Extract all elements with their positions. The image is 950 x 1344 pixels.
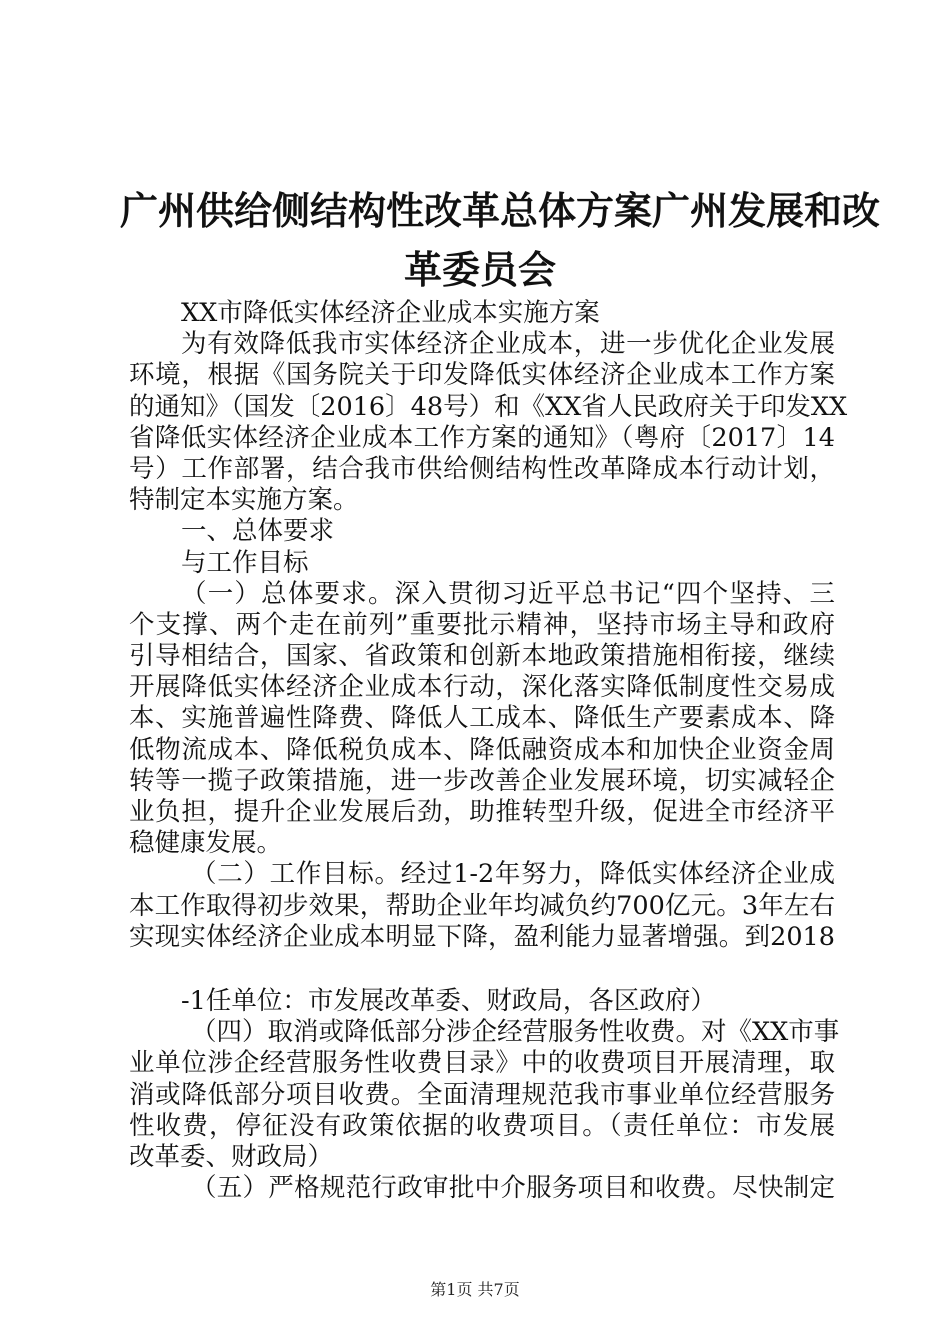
paragraph-line: 改革委、财政局） — [129, 1141, 334, 1172]
document-title-line-2: 革委员会 — [403, 248, 556, 292]
paragraph-line: （一）总体要求。深入贯彻习近平总书记“四个坚持、三 — [181, 578, 835, 609]
paragraph-line: 环境，根据《国务院关于印发降低实体经济企业成本工作方案 — [129, 360, 835, 391]
section-heading: 与工作目标 — [181, 547, 309, 578]
paragraph-line: 业单位涉企经营服务性收费目录》中的收费项目开展清理，取 — [129, 1048, 835, 1079]
subtitle-line: XX市降低实体经济企业成本实施方案 — [181, 298, 600, 328]
paragraph-line: 转等一揽子政策措施，进一步改善企业发展环境，切实减轻企 — [129, 765, 835, 796]
paragraph-line: 个支撑、两个走在前列”重要批示精神，坚持市场主导和政府 — [129, 609, 835, 640]
paragraph-line: 引导相结合，国家、省政策和创新本地政策措施相衔接，继续 — [129, 641, 835, 672]
paragraph-line: 稳健康发展。 — [129, 828, 283, 859]
paragraph-line: 业负担，提升企业发展后劲，助推转型升级，促进全市经济平 — [129, 797, 835, 827]
paragraph-line: 号）工作部署，结合我市供给侧结构性改革降成本行动计划， — [129, 453, 835, 484]
section-heading: 一、总体要求 — [181, 516, 335, 547]
page-number-footer: 第1页 共7页 — [430, 1280, 520, 1299]
document-title-line-1: 广州供给侧结构性改革总体方案广州发展和改 — [120, 189, 881, 233]
document-body — [129, 298, 848, 1204]
paragraph-line: 为有效降低我市实体经济企业成本，进一步优化企业发展 — [181, 329, 835, 360]
paragraph-line: 省降低实体经济企业成本工作方案的通知》（粤府〔2017〕14 — [129, 422, 835, 453]
paragraph-line: （五）严格规范行政审批中介服务项目和收费。尽快制定 — [191, 1173, 835, 1204]
paragraph-line: 消或降低部分项目收费。全面清理规范我市事业单位经营服务 — [129, 1079, 835, 1110]
paragraph-line: -1任单位：市发展改革委、财政局，各区政府） — [181, 985, 716, 1016]
paragraph-line: 性收费，停征没有政策依据的收费项目。（责任单位：市发展 — [129, 1110, 835, 1141]
paragraph-line: （四）取消或降低部分涉企经营服务性收费。对《XX市事 — [191, 1017, 840, 1048]
paragraph-line: 本、实施普遍性降费、降低人工成本、降低生产要素成本、降 — [129, 703, 835, 734]
page-break-gap — [129, 953, 835, 986]
paragraph-line: 特制定本实施方案。 — [129, 485, 359, 516]
paragraph-line: 的通知》（国发〔2016〕48号）和《XX省人民政府关于印发XX — [129, 391, 848, 422]
paragraph-line: （二）工作目标。经过1-2年努力，降低实体经济企业成 — [191, 859, 835, 890]
paragraph-line: 低物流成本、降低税负成本、降低融资成本和加快企业资金周 — [129, 734, 835, 765]
paragraph-line: 开展降低实体经济企业成本行动，深化落实降低制度性交易成 — [129, 672, 835, 703]
paragraph-line: 实现实体经济企业成本明显下降，盈利能力显著增强。到2018 — [129, 921, 835, 952]
paragraph-line: 本工作取得初步效果，帮助企业年均减负约700亿元。3年左右 — [129, 890, 835, 921]
